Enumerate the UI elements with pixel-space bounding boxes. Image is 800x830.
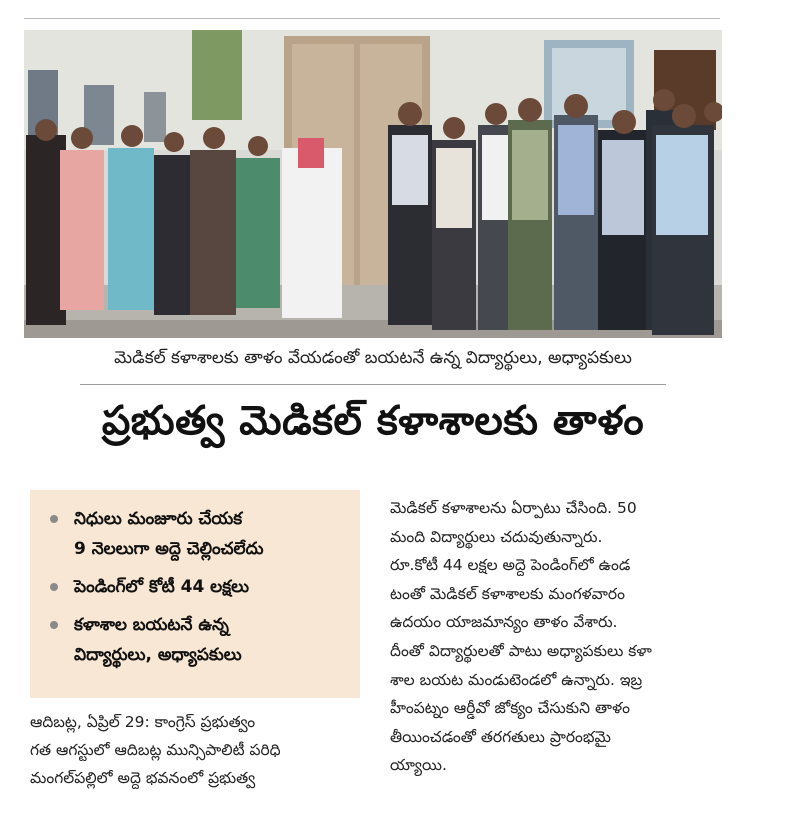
highlight-item xyxy=(48,610,346,670)
bullet-icon xyxy=(50,621,58,629)
body-line: శాల బయట మండుటెండలో ఉన్నారు. ఇబ్ర xyxy=(390,670,643,689)
body-line: ఆదిబట్ల, ఏప్రిల్ 29: కాంగ్రెస్ ప్రభుత్వం xyxy=(30,713,256,731)
body-line: మంది విద్యార్థులు చదువుతున్నారు. xyxy=(390,527,603,546)
body-line: తీయించడంతో తరగతులు ప్రారంభమై xyxy=(390,727,611,746)
body-line: మెడికల్ కళాశాలను ఏర్పాటు చేసింది. 50 xyxy=(390,499,637,517)
highlight-item xyxy=(48,504,346,564)
article-body-left-column xyxy=(30,708,360,792)
article-headline: ప్రభుత్వ మెడికల్ కళాశాలకు తాళం xyxy=(101,398,645,444)
bullet-icon xyxy=(50,515,58,523)
photo-caption: మెడికల్ కళాశాలకు తాళం వేయడంతో బయటనే ఉన్న విద్యార్థులు, అధ్యాపకులు xyxy=(114,348,632,368)
caption-divider xyxy=(80,384,666,385)
highlight-text: నిధులు మంజూరు చేయక 9 నెలలుగా అద్దె చెల్లించలేదు xyxy=(74,509,264,559)
highlights-box xyxy=(30,490,360,698)
highlight-text: కళాశాల బయటనే ఉన్న విద్యార్థులు, అధ్యాపకులు xyxy=(74,615,242,665)
body-line: టంతో మెడికల్ కళాశాలకు మంగళవారం xyxy=(390,584,625,603)
body-line: ఉదయం యాజమాన్యం తాళం వేశారు. xyxy=(390,613,618,632)
body-line: హీంపట్నం ఆర్డీవో జోక్యం చేసుకుని తాళం xyxy=(390,699,630,718)
news-photo-students-outside-college xyxy=(24,30,722,338)
top-divider xyxy=(24,18,720,19)
body-line: రూ.కోటీ 44 లక్షల అద్దె పెండింగ్‌లో ఉండ xyxy=(390,556,631,575)
bullet-icon xyxy=(50,583,58,591)
body-line: య్యాయి. xyxy=(390,756,447,775)
body-line: గత ఆగస్టులో ఆదిబట్ల మున్సిపాలిటీ పరిధి xyxy=(30,741,281,759)
body-line: దీంతో విద్యార్థులతో పాటు అధ్యాపకులు కళా xyxy=(390,641,652,660)
highlight-text: పెండింగ్‌లో కోటీ 44 లక్షలు xyxy=(74,577,250,597)
body-line: మంగల్‌పల్లిలో అద్దె భవనంలో ప్రభుత్వ xyxy=(30,769,256,787)
highlight-item xyxy=(48,572,346,602)
article-body-right-column xyxy=(390,494,722,780)
